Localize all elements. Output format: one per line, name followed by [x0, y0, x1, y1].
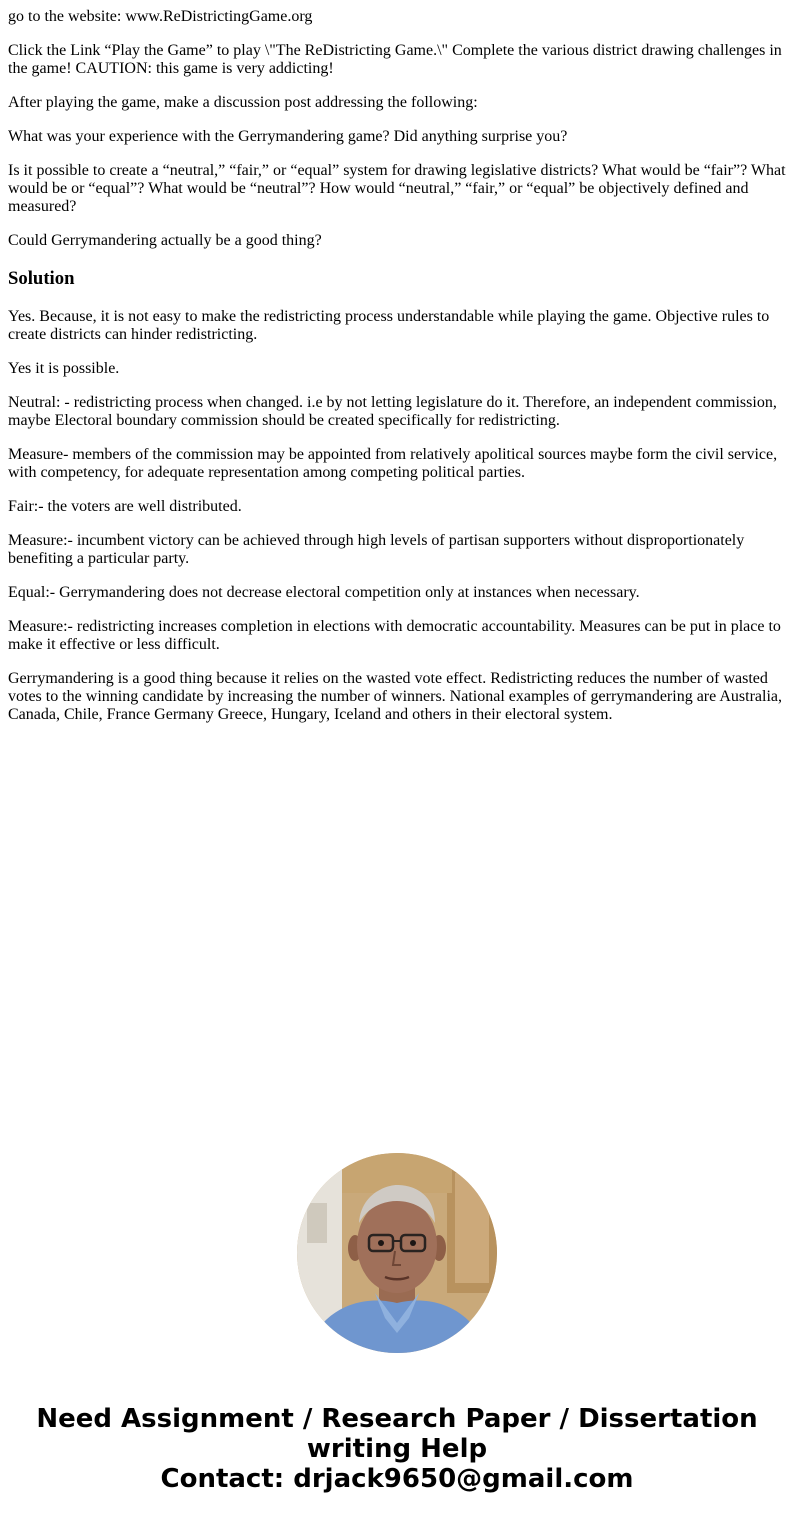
solution-paragraph: Gerrymandering is a good thing because it relies on the wasted vote effect. Redistricting reduces the number of wasted votes to the winning candidate by increasing the number of winners. National examples of gerrymandering are Australia, Canada, Chile, France Germany Greece, Hungary, Iceland and others in their electoral system.	[8, 670, 782, 723]
solution-paragraph: Measure- members of the commission may be appointed from relatively apolitical sources maybe form the civil service, with competency, for adequate representation among competing political parties.	[8, 446, 778, 481]
promo-line-1: Need Assignment / Research Paper / Dissertation	[36, 1404, 758, 1434]
solution-paragraph: Fair:- the voters are well distributed.	[8, 498, 242, 515]
solution-paragraph: Neutral: - redistricting process when changed. i.e by not letting legislature do it. Therefore, an independent commission, maybe Electoral boundary commission should be created specifically for redistricting.	[8, 394, 777, 429]
promo-contact: Contact: drjack9650@gmail.com	[160, 1464, 634, 1494]
question-instructions: Click the Link “Play the Game” to play \"The ReDistricting Game.\" Complete the various district drawing challenges in the game! CAUTION: this game is very addicting!	[8, 42, 782, 77]
solution-paragraph: Equal:- Gerrymandering does not decrease electoral competition only at instances when necessary.	[8, 584, 640, 601]
question-good-thing: Could Gerrymandering actually be a good thing?	[8, 232, 322, 249]
solution-paragraph: Measure:- incumbent victory can be achieved through high levels of partisan supporters without disproportionately benefiting a particular party.	[8, 532, 745, 567]
question-prompt: After playing the game, make a discussion post addressing the following:	[8, 94, 478, 111]
promo-banner	[0, 1404, 794, 1494]
question-website: go to the website: www.ReDistrictingGame.org	[8, 8, 313, 25]
solution-heading: Solution	[8, 268, 75, 289]
promo-line-2: writing Help	[306, 1434, 488, 1464]
document-body	[0, 0, 794, 740]
question-experience: What was your experience with the Gerrymandering game? Did anything surprise you?	[8, 128, 568, 145]
author-portrait-image	[297, 1153, 497, 1353]
solution-paragraph: Yes. Because, it is not easy to make the redistricting process understandable while playing the game. Objective rules to create districts can hinder redistricting.	[8, 308, 770, 343]
author-avatar	[297, 1153, 497, 1353]
solution-paragraph: Measure:- redistricting increases completion in elections with democratic accountability. Measures can be put in place to make it effective or less difficult.	[8, 618, 781, 653]
question-neutral-fair-equal: Is it possible to create a “neutral,” “fair,” or “equal” system for drawing legislative districts? What would be “fair”? What would be or “equal”? What would be “neutral”? How would “neutral,” “fair,” or “equal” be objectively defined and measured?	[8, 162, 786, 215]
solution-paragraph: Yes it is possible.	[8, 360, 120, 377]
